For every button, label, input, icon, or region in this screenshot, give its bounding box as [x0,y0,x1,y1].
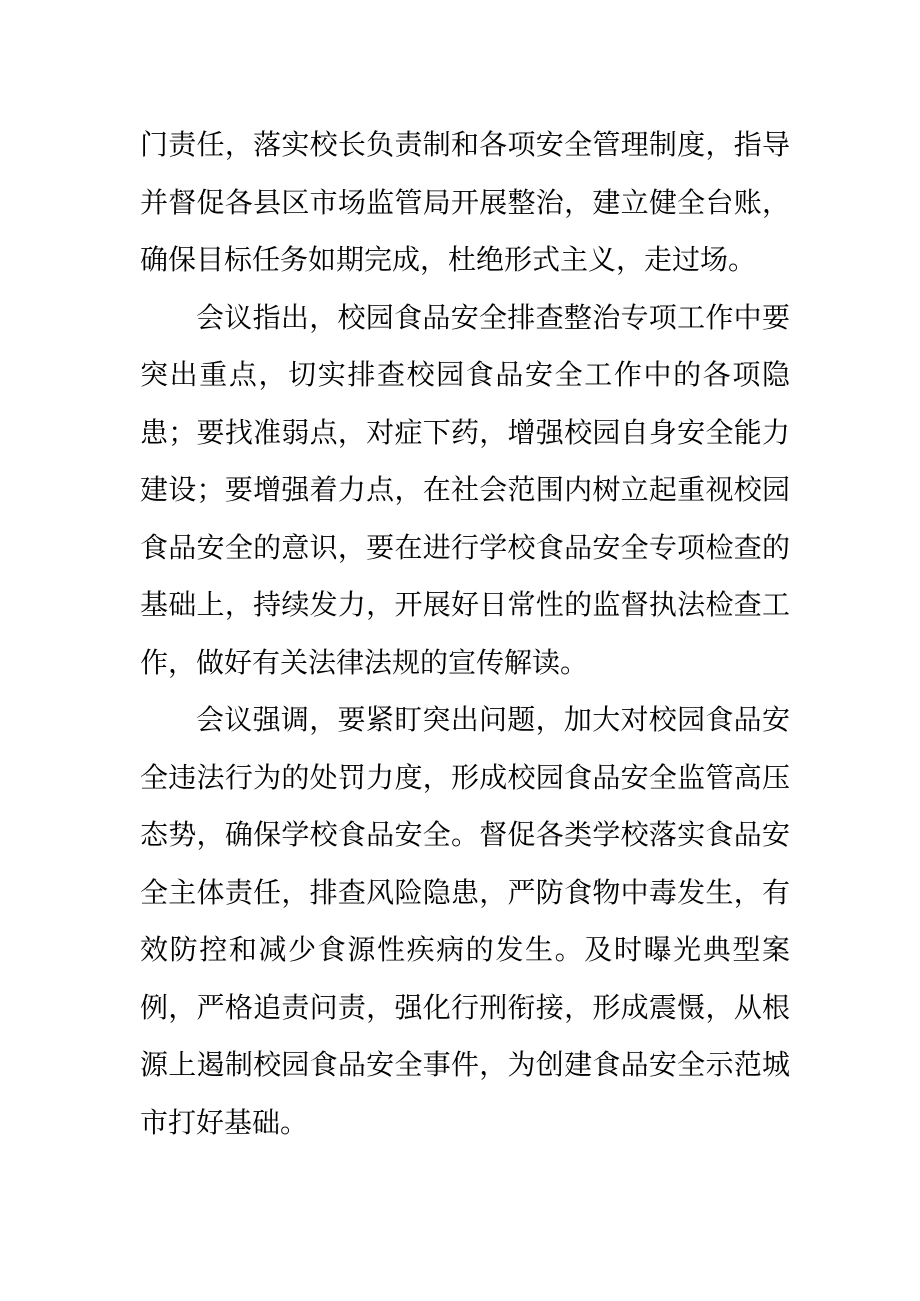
document-body [140,116,790,1151]
paragraph-continuation: 门责任，落实校长负责制和各项安全管理制度，指导并督促各县区市场监管局开展整治，建立健全台账，确保目标任务如期完成，杜绝形式主义，走过场。 [140,128,790,276]
paragraph-meeting-points: 会议指出，校园食品安全排查整治专项工作中要突出重点，切实排查校园食品安全工作中的各项隐患；要找准弱点，对症下药，增强校园自身安全能力建设；要增强着力点，在社会范围内树立起重视校园食品安全的意识，要在进行学校食品安全专项检查的基础上，持续发力，开展好日常性的监督执法检查工作，做好有关法律法规的宣传解读。 [140,300,790,679]
paragraph-meeting-emphasis: 会议强调，要紧盯突出问题，加大对校园食品安全违法行为的处罚力度，形成校园食品安全监管高压态势，确保学校食品安全。督促各类学校落实食品安全主体责任，排查风险隐患，严防食物中毒发生，有效防控和减少食源性疾病的发生。及时曝光典型案例，严格追责问责，强化行刑衔接，形成震慑，从根源上遏制校园食品安全事件，为创建食品安全示范城市打好基础。 [140,703,790,1139]
